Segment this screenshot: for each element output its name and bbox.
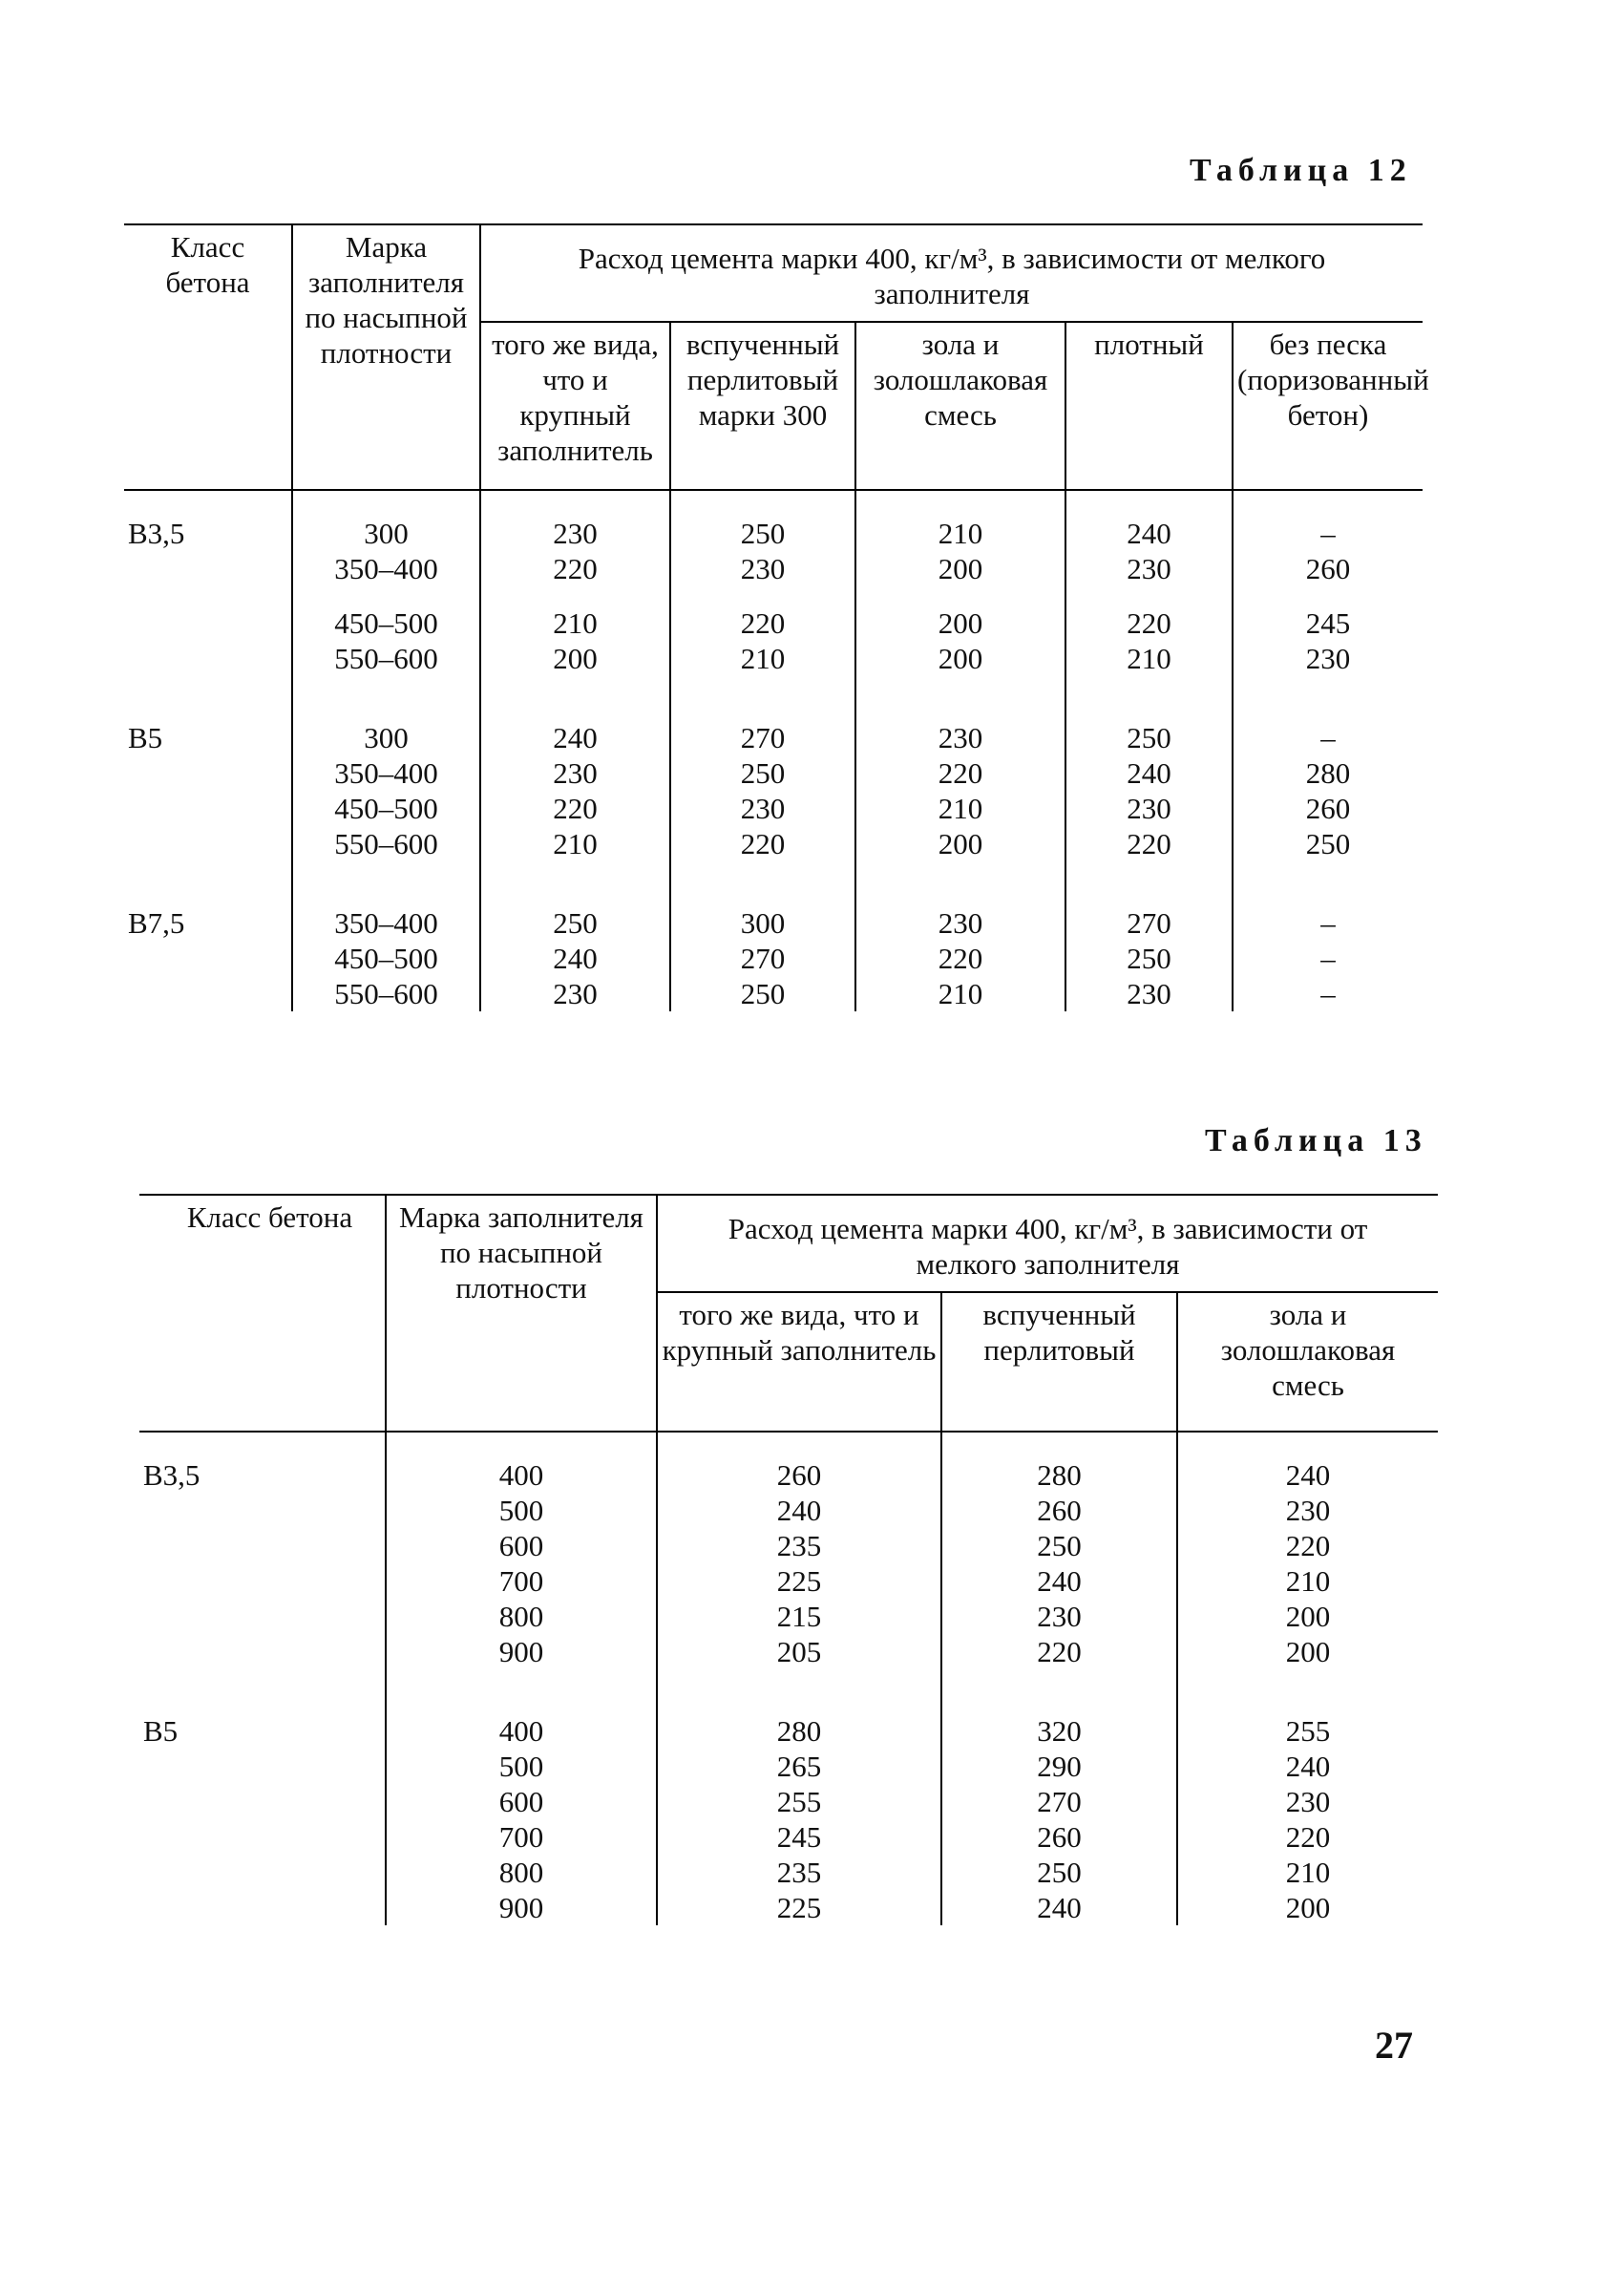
table-row: 550–600 230 250 210 230 – [124,976,1423,1011]
table-row: 600 255 270 230 [139,1784,1438,1819]
table-row: В3,5 300 230 250 210 240 – [124,490,1423,551]
table12-subheader: вспученный перлитовый марки 300 [670,322,855,490]
table-row: 900 225 240 200 [139,1890,1438,1925]
table13 [139,1194,1438,1925]
table12-caption: Таблица 12 [1190,153,1412,188]
table-row: 500 240 260 230 [139,1493,1438,1528]
table13-header-class: Класс бетона [139,1195,386,1432]
table-row: В5 400 280 320 255 [139,1713,1438,1749]
table12 [124,223,1429,1011]
table-row: 550–600 210 220 200 220 250 [124,826,1423,861]
table-row: 450–500 210 220 200 220 245 [124,605,1423,641]
table13-subheader: зола и золошлаковая смесь [1177,1292,1438,1432]
table13-header-mark: Марка заполнителя по насыпной плотности [386,1195,657,1432]
table12-subheader: без песка (поризованный бетон) [1233,322,1423,490]
table-row: В5 300 240 270 230 250 – [124,720,1423,755]
table-row: 450–500 220 230 210 230 260 [124,791,1423,826]
page-number: 27 [1375,2024,1413,2067]
table13-caption: Таблица 13 [1205,1123,1427,1158]
table12-header-group: Расход цемента марки 400, кг/м³, в зависимости от мелкого заполнителя [480,224,1423,322]
table-row: 450–500 240 270 220 250 – [124,941,1423,976]
table-row: 800 235 250 210 [139,1855,1438,1890]
table13-subheader: того же вида, что и крупный заполнитель [657,1292,941,1432]
table12-header-class: Класс бетона [124,224,292,490]
table-row: 600 235 250 220 [139,1528,1438,1563]
table-row: 550–600 200 210 200 210 230 [124,641,1423,676]
table-row: 800 215 230 200 [139,1599,1438,1634]
table-row: 900 205 220 200 [139,1634,1438,1669]
table13-subheader: вспученный перлитовый [941,1292,1177,1432]
table-row: 350–400 230 250 220 240 280 [124,755,1423,791]
table-row: 700 225 240 210 [139,1563,1438,1599]
table12-subheader: зола и золошлаковая смесь [855,322,1065,490]
table12-subheader: того же вида, что и крупный заполнитель [480,322,670,490]
table-row: 350–400 220 230 200 230 260 [124,551,1423,586]
table12-subheader: плотный [1065,322,1233,490]
table-row: В7,5 350–400 250 300 230 270 – [124,905,1423,941]
table12-header-mark: Марка заполнителя по насыпной плотности [292,224,480,490]
table-row: В3,5 400 260 280 240 [139,1432,1438,1493]
table-row: 700 245 260 220 [139,1819,1438,1855]
table-row: 500 265 290 240 [139,1749,1438,1784]
table13-header-group: Расход цемента марки 400, кг/м³, в зависимости от мелкого заполнителя [657,1195,1438,1292]
